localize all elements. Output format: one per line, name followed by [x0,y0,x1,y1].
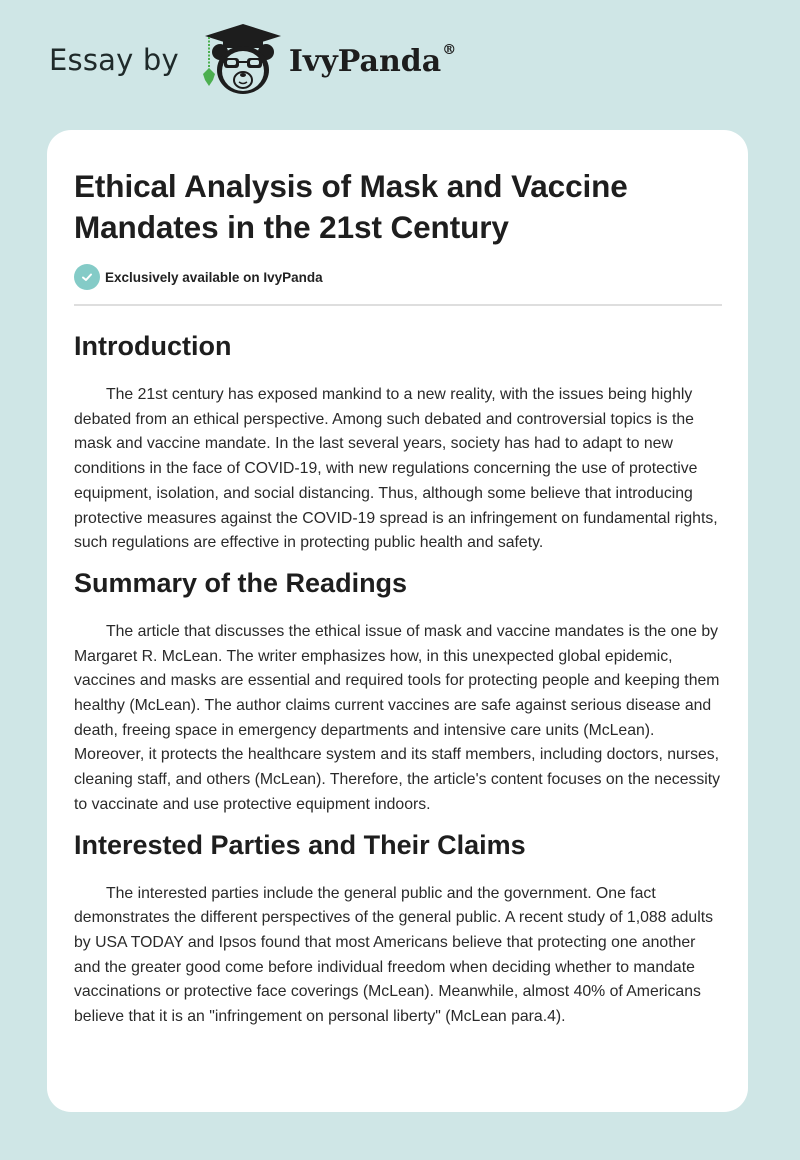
article-card [47,130,748,1112]
panda-graduate-icon[interactable] [197,22,285,98]
exclusive-text: Exclusively available on IvyPanda [105,269,323,285]
registered-mark: ® [442,41,457,58]
section-heading-summary: Summary of the Readings [74,567,408,598]
divider [74,304,722,306]
section-paragraph-summary: The article that discusses the ethical issue of mask and vaccine mandates is the one by Margaret R. McLean. The writer emphasizes how, in this unexpected global epidemic, vaccines and masks are essential and required tools for protecting people and keeping them healthy (McLean). The author claims current vaccines are safe against serious disease and death, freeing space in emergency departments and intensive care units (McLean). Moreover, it protects the healthcare system and its staff members, including doctors, nurses, cleaning staff, and others (McLean). Therefore, the article's content focuses on the necessity to vaccinate and use protective equipment indoors. [74,622,721,813]
brand-name[interactable]: IvyPanda® [288,41,457,79]
site-header [0,0,800,130]
essay-by-label: Essay by [49,43,179,77]
section-paragraph-interested-parties: The interested parties include the general public and the government. One fact demonstrates the different perspectives of the general public. A recent study of 1,088 adults by USA TODAY and Ipsos found that most Americans believe that protecting one another and the greater good come before individual freedom when deciding whether to mandate vaccinations or protective face coverings (McLean). Meanwhile, almost 40% of Americans believe that it is an "infringement on personal liberty" (McLean para.4). [74,884,714,1026]
section-paragraph-introduction: The 21st century has exposed mankind to a new reality, with the issues being highly debated from an ethical perspective. Among such debated and controversial topics is the mask and vaccine mandate. In the last several years, society has had to adapt to new conditions in the face of COVID-19, with new regulations concerning the use of protective equipment, isolation, and social distancing. Thus, although some believe that introducing protective measures against the COVID-19 spread is an infringement on fundamental rights, such regulations are effective in protecting public health and safety. [74,386,718,552]
check-circle-icon [74,264,100,290]
section-heading-interested-parties: Interested Parties and Their Claims [74,829,526,860]
exclusive-badge [74,263,722,291]
page-title: Ethical Analysis of Mask and Vaccine Mandates in the 21st Century [74,168,628,245]
section-heading-introduction: Introduction [74,331,232,361]
